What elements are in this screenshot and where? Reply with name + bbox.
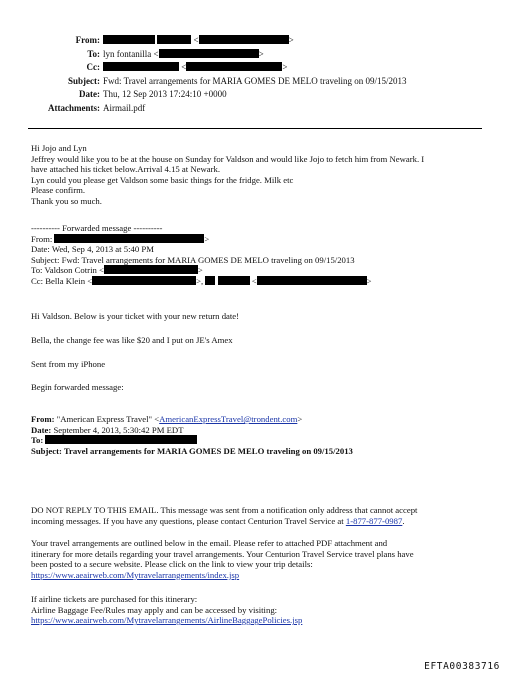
airline-line: Airline Baggage Fee/Rules may apply and can be accessed by visiting:	[31, 604, 278, 615]
email-header	[0, 34, 512, 116]
arrangements-line: been posted to a secure website. Please click on the link to view your trip details:	[31, 559, 313, 570]
from-value: < >	[103, 34, 294, 47]
subject-value: Fwd: Travel arrangements for MARIA GOMES DE MELO traveling on 09/15/2013	[103, 75, 407, 86]
airline-block	[31, 594, 486, 626]
header-date-row	[0, 88, 512, 102]
subject-label: Subject:	[68, 75, 100, 86]
forwarded-to: To: Valdson Cotrin < >	[31, 265, 203, 276]
redaction	[199, 35, 289, 44]
to-name: lyn fontanilla	[103, 48, 152, 59]
forwarded-from: From: >	[31, 233, 210, 244]
notice-block	[31, 505, 486, 526]
from-label: From:	[75, 35, 100, 45]
redaction	[157, 35, 191, 44]
inner-subject-value: Travel arrangements for MARIA GOMES DE MELO traveling on 09/15/2013	[63, 445, 353, 456]
inner-subject-label: Subject:	[31, 445, 62, 456]
date-label: Date:	[79, 89, 100, 100]
inner-to-label: To:	[31, 435, 44, 446]
attachments-label: Attachments:	[48, 102, 100, 113]
to-value: lyn fontanilla < >	[103, 48, 264, 59]
inner-date-label: Date:	[31, 424, 52, 435]
notice-text: incoming messages. If you have any questions, please contact Centurion Travel Service at	[31, 515, 344, 526]
body-line: Jeffrey would like you to be at the house on Sunday for Valdson and would like Jojo to fetch him from Newark. I	[31, 153, 425, 164]
body-line: have attached his ticket below.Arrival 4.15 at Newark.	[31, 164, 221, 175]
body-line: Lyn could you please get Valdson some basic things for the fridge. Milk etc	[31, 174, 294, 185]
attachments-value[interactable]: Airmail.pdf	[103, 102, 146, 113]
arrangements-block	[31, 538, 486, 580]
inner-from-label: From:	[31, 414, 55, 424]
inner-from-email-link[interactable]: AmericanExpressTravel@trondent.com	[159, 414, 298, 424]
redaction	[54, 234, 204, 243]
body-text	[31, 143, 486, 207]
phone-link[interactable]: 1-877-877-0987	[345, 515, 403, 526]
cc-value: < >	[103, 61, 287, 74]
date-value: Thu, 12 Sep 2013 17:24:10 +0000	[103, 89, 227, 100]
forwarded-divider: ---------- Forwarded message ----------	[31, 223, 163, 233]
redaction	[218, 276, 250, 285]
forwarded-from-label: From:	[31, 233, 53, 244]
message-p3: Sent from my iPhone	[31, 359, 106, 369]
cc-label: Cc:	[86, 62, 100, 73]
header-subject-row	[0, 75, 512, 89]
forwarded-cc-text: Cc: Bella Klein	[31, 275, 86, 286]
notice-line: DO NOT REPLY TO THIS EMAIL. This message was sent from a notification only address that cannot accept	[31, 505, 418, 515]
message-p4: Begin forwarded message:	[31, 382, 124, 392]
header-from-row	[0, 34, 512, 48]
redaction	[257, 276, 367, 285]
inner-from: From: "American Express Travel" <AmericanExpressTravel@trondent.com>	[31, 414, 303, 424]
trip-details-link[interactable]: https://www.aeairweb.com/Mytravelarrangements/index.jsp	[31, 569, 240, 580]
message-p2: Bella, the change fee was like $20 and I put on JE's Amex	[31, 335, 233, 345]
header-divider	[28, 128, 482, 129]
redaction	[45, 435, 197, 444]
forwarded-date: Date: Wed, Sep 4, 2013 at 5:40 PM	[31, 244, 154, 255]
forwarded-block	[31, 223, 486, 287]
forwarded-cc: Cc: Bella Klein < >, < >	[31, 275, 372, 286]
header-to-row	[0, 48, 512, 62]
to-label: To:	[87, 48, 100, 59]
inner-header	[31, 414, 486, 456]
inner-subject	[31, 446, 486, 457]
arrangements-line: Your travel arrangements are outlined below in the email. Please refer to attached PDF attachment and	[31, 538, 388, 548]
inner-date-value: September 4, 2013, 5:30:42 PM EDT	[53, 424, 184, 435]
inner-to	[31, 435, 486, 446]
redaction	[103, 62, 179, 71]
header-attachments-row	[0, 102, 512, 116]
redaction	[103, 35, 155, 44]
arrangements-line: itinerary for more details regarding your travel arrangements. Your Centurion Travel Service travel plans have	[31, 548, 414, 559]
inner-from-name: "American Express Travel"	[56, 414, 153, 424]
forwarded-subject: Subject: Fwd: Travel arrangements for MARIA GOMES DE MELO traveling on 09/15/2013	[31, 254, 355, 265]
redaction	[92, 276, 196, 285]
body-line: Please confirm.	[31, 185, 86, 196]
body-greeting: Hi Jojo and Lyn	[31, 143, 87, 153]
airline-line: If airline tickets are purchased for this itinerary:	[31, 594, 198, 604]
forwarded-to-text: To: Valdson Cotrin	[31, 265, 97, 276]
inner-date	[31, 425, 486, 436]
redaction	[104, 265, 198, 274]
message-p1: Hi Valdson. Below is your ticket with your new return date!	[31, 311, 240, 321]
notice-line	[31, 516, 486, 527]
redaction	[159, 49, 259, 58]
redaction	[186, 62, 282, 71]
redaction	[205, 276, 215, 285]
document-id: EFTA00383716	[424, 661, 500, 672]
notice-period: .	[402, 515, 405, 526]
header-cc-row	[0, 61, 512, 75]
baggage-policy-link[interactable]: https://www.aeairweb.com/Mytravelarrangements/AirlineBaggagePolicies.jsp	[31, 615, 303, 626]
body-line: Thank you so much.	[31, 195, 102, 206]
